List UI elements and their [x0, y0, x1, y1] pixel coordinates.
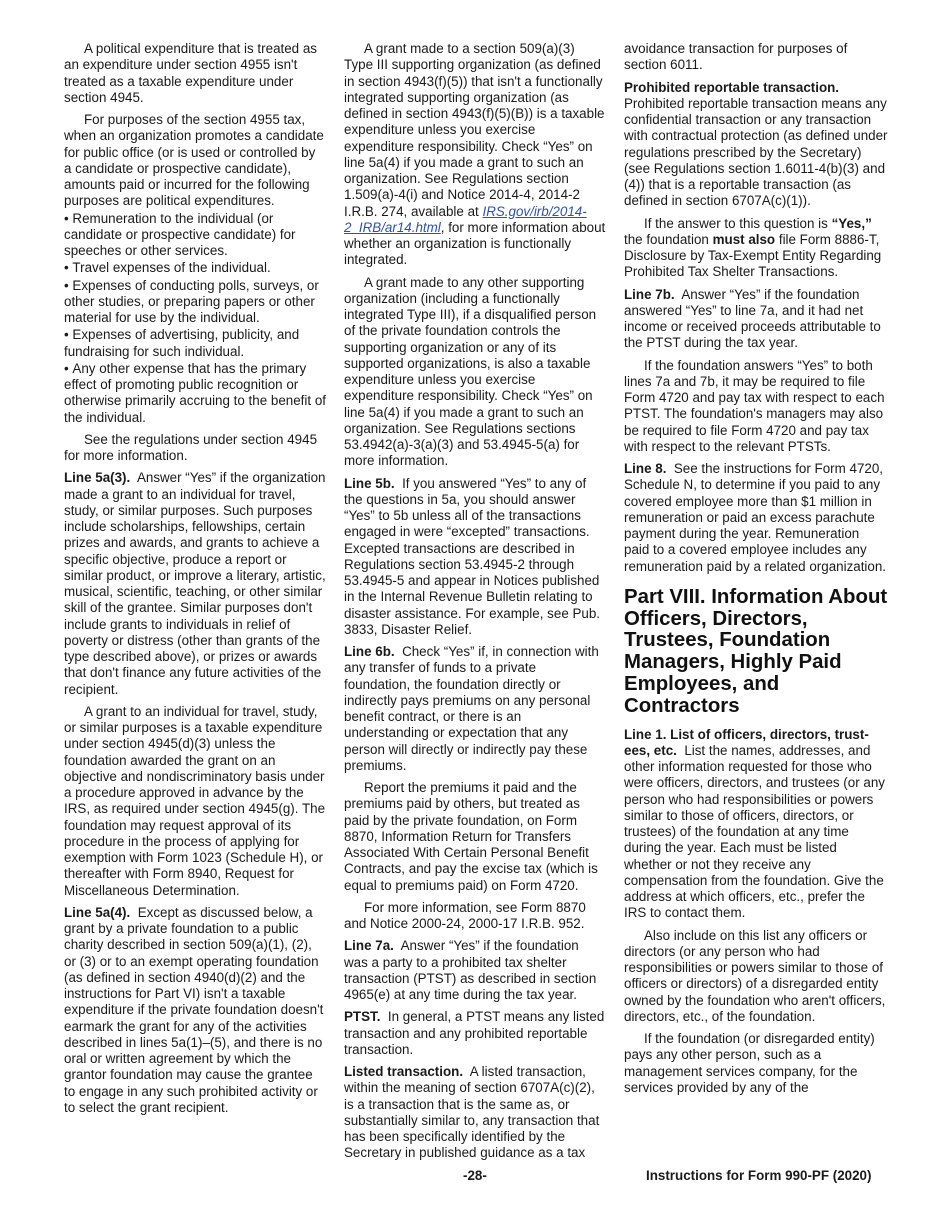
page-number: -28- — [463, 1168, 487, 1183]
listed-transaction-paragraph: Listed transaction. A listed transaction, within the meaning of section 6707A(c)(2), is a transaction that is the same as, or substantially similar to, any transaction that has been specifically identified by the Secretary in published guidance as a tax — [344, 1064, 600, 1161]
paragraph: avoidance transaction for purposes of section 6011. — [624, 41, 848, 73]
paragraph: See the regulations under section 4945 for more information. — [64, 431, 318, 463]
term-heading: PTST. — [344, 1009, 381, 1025]
line-heading: Line 7b. — [624, 286, 675, 302]
paragraph: For purposes of the section 4955 tax, when an organization promotes a candidate for public office (or is used or controlled by a candidate or prospective candidate), amounts paid or incurred for the following purposes are political expenditures. — [64, 112, 324, 209]
irs-link[interactable]: IRS.gov/irb/2014-2_IRB/ar14.html — [344, 203, 587, 235]
line-heading: Line 5a(3). — [64, 470, 131, 486]
paragraph: For more information, see Form 8870 and Notice 2000-24, 2000-17 I.R.B. 952. — [344, 899, 586, 931]
document-title: Instructions for Form 990-PF (2020) — [646, 1168, 872, 1183]
line-heading: Line 5b. — [344, 475, 395, 491]
part-viii-heading: Part VIII. Information About Officers, Directors, Trustees, Foundation Managers, Highly Paid Employees, and Contractors — [624, 585, 888, 717]
paragraph: If the foundation answers “Yes” to both lines 7a and 7b, it may be required to file Form 4720 and pay tax with respect to each PTST. The foundation's managers may also be required to file Form 4720 and pay tax with respect to the relevant PTSTs. — [624, 357, 885, 454]
line-heading: Line 8. — [624, 461, 667, 476]
paragraph: Report the premiums it paid and the premiums paid by others, but treated as paid by the private foundation, on Form 8870, Information Return for Transfers Associated With Certain Personal Benefit Contracts, and pay the excise tax (which is equal to premiums paid) on Form 4720. — [344, 780, 598, 893]
bullet-item: • Expenses of conducting polls, surveys, or other studies, or preparing papers or other material for use by the individual. — [64, 277, 319, 325]
line-5a4-paragraph: Line 5a(4). Except as discussed below, a grant by a private foundation to a public charity described in section 509(a)(1), (2), or (3) or to an exempt operating foundation (as defined in section 4940(d)(2) and the instructions for Part VI) isn't a taxable expenditure if the private foundation doesn't earmark the grant for any of the activities described in lines 5a(1)–(5), and there is no oral or written agreement by which the grantor foundation may cause the grantee to engage in any such prohibited activity or to select the grant recipient. — [64, 904, 324, 1115]
column-middle — [344, 41, 606, 1168]
term-heading: Listed transaction. — [344, 1064, 464, 1079]
paragraph: A grant made to a section 509(a)(3) Type III supporting organization (as defined in section 4943(f)(5)) that isn't a functionally integrated supporting organization (as defined in section 4943(f)(5)(B)) is a taxable expenditure unless you exercise expenditure responsibility. Check “Yes” on line 5a(4) if you made a grant to such an organization. See Regulations section 1.509(a)-4(i) and Notice 2014-4, 2014-2 I.R.B. 274, available at IRS.gov/irb/2014-2_IRB/ar14.html, for more information about whether an organization is functionally integrated. — [344, 41, 606, 268]
paragraph: A grant to an individual for travel, study, or similar purposes is a taxable expenditure under section 4945(d)(3) unless the foundation awarded the grant on an objective and nondiscriminatory basis under a procedure approved in advance by the IRS, as required under section 4945(g). The foundation may request approval of its procedure in the process of applying for exemption with Form 1023 (Schedule H), or thereafter with Form 8940, Request for Miscellaneous Determination. — [64, 703, 326, 898]
column-right — [624, 41, 888, 1102]
line-8-paragraph: Line 8. See the instructions for Form 4720, Schedule N, to determine if you paid to any covered employee more than $1 million in remuneration or paid an excess parachute payment during the year. Remuneration paid to a covered employee includes any remuneration paid by a related organization. — [624, 461, 887, 574]
line-7a-paragraph: Line 7a. Answer “Yes” if the foundation was a party to a prohibited tax shelter transaction (PTST) as described in section 4965(e) at any time during the tax year. — [344, 938, 597, 1002]
bullet-item: • Any other expense that has the primary effect of promoting public recognition or otherwise primarily accruing to the benefit of the individual. — [64, 360, 326, 425]
line-heading: Line 6b. — [344, 644, 395, 659]
line-5a3-paragraph: Line 5a(3). Answer “Yes” if the organization made a grant to an individual for travel, study, or similar purposes. Such purposes include scholarships, fellowships, certain prizes and awards, and grants to achieve a specific objective, produce a report or similar product, or improve a literary, artistic, musical, scientific, teaching, or other similar skill of the grantee. Similar purposes don't include grants to individuals in relief of poverty or distress (other than grants of the type described above), or prizes or awards that don't finance any future activities of the recipient. — [64, 470, 326, 697]
line-5b-paragraph: Line 5b. If you answered “Yes” to any of the questions in 5a, you should answer “Yes” to 5b unless all of the transactions engaged in were “excepted” transactions. Excepted transactions are described in Regulations section 53.4945-2 through 53.4945-5 and appear in Notices published in the Internal Revenue Bulletin relating to disaster assistance. For example, see Pub. 3833, Disaster Relief. — [344, 475, 601, 637]
paragraph: Also include on this list any officers or directors (or any person who had responsibilities or powers similar to those of officers or directors) of a disregarded entity owned by the foundation who aren't officers, directors, etc., of the foundation. — [624, 927, 886, 1024]
line-heading: Line 1. List of officers, directors, trustees, etc. — [624, 726, 869, 758]
paragraph: A grant made to any other supporting organization (including a functionally integrated Type III), if a disqualified person of the private foundation controls the supporting organization or any of its supported organizations, is also a taxable expenditure unless you exercise expenditure responsibility. Check “Yes” on line 5a(4) if you made a grant to such an organization. See Regulations sections 53.4942(a)-3(a)(3) and 53.4945-5(a) for more information. — [344, 274, 597, 469]
ptst-paragraph: PTST. In general, a PTST means any listed transaction and any prohibited reportable transaction. — [344, 1009, 605, 1057]
line-7b-paragraph: Line 7b. Answer “Yes” if the foundation answered “Yes” to line 7a, and it had net income or received proceeds attributable to the PTST during the tax year. — [624, 286, 881, 351]
prohibited-transaction-paragraph: Prohibited reportable transaction. Prohibited reportable transaction means any confidential transaction or any transaction with contractual protection (as defined under regulations prescribed by the Secretary) (see Regulations section 1.6011-4(b)(3) and (4)) that is a reportable transaction (as defined in section 6707A(c)(1)). — [624, 79, 888, 209]
line-heading: Line 5a(4). — [64, 904, 131, 920]
paragraph: If the answer to this question is “Yes,” the foundation must also file Form 8886-T, Disclosure by Tax-Exempt Entity Regarding Prohibited Tax Shelter Transactions. — [624, 215, 882, 280]
paragraph: A political expenditure that is treated as an expenditure under section 4955 isn't treated as a taxable expenditure under section 4945. — [64, 41, 317, 105]
bullet-item: • Remuneration to the individual (or candidate or prospective candidate) for speeches or other services. — [64, 210, 296, 258]
line-heading: Line 7a. — [344, 938, 394, 954]
bullet-item: • Expenses of advertising, publicity, and fundraising for such individual. — [64, 327, 300, 359]
term-heading: Prohibited reportable transaction. — [624, 79, 840, 95]
line-1-paragraph: Line 1. List of officers, directors, trustees, etc. List the names, addresses, and other information requested for those who were officers, directors, and trustees (or any person who had responsibilities or powers similar to those of officers, directors, or trustees) of the foundation at any time during the year. Each must be listed whether or not they receive any compensation from the foundation. Give the address at which officers, etc., prefer the IRS to contact them. — [624, 726, 885, 921]
column-left — [64, 41, 326, 1122]
bullet-item: • Travel expenses of the individual. — [64, 260, 271, 276]
line-6b-paragraph: Line 6b. Check “Yes” if, in connection with any transfer of funds to a private foundation, the foundation directly or indirectly pays premiums on any personal benefit contract, or there is an understanding or expectation that any person will directly or indirectly pay these premiums. — [344, 644, 599, 773]
paragraph: If the foundation (or disregarded entity) pays any other person, such as a management services company, for the services provided by any of the — [624, 1031, 875, 1095]
